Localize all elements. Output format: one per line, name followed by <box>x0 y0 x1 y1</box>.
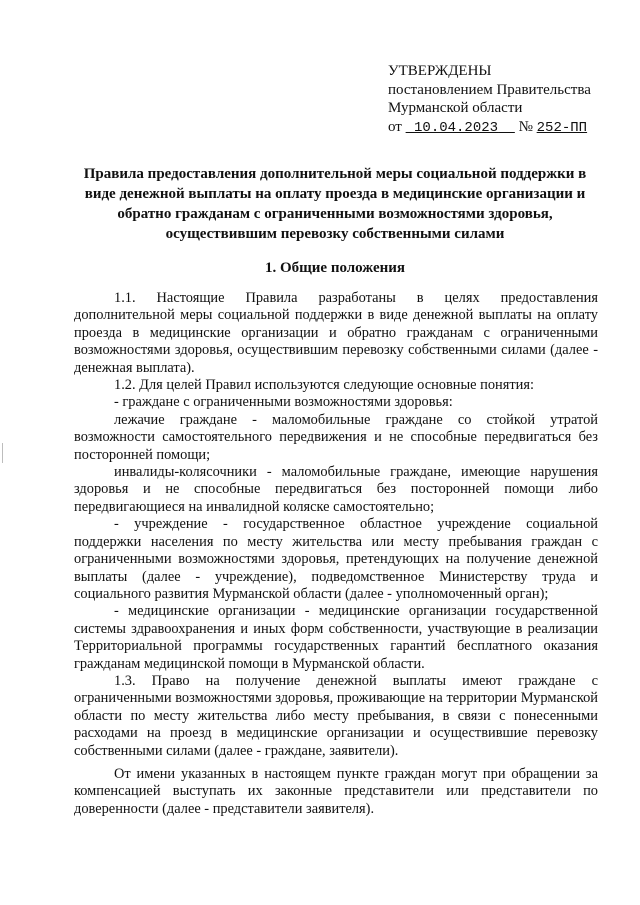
paragraph-1-2: 1.2. Для целей Правил используются следующие основные понятия: <box>114 377 534 394</box>
paragraph-1-3: 1.3. Право на получение денежной выплаты имеют граждане с ограниченными возможностями здоровья, проживающие на территории Мурманской области по месту жительства либо месту пребывания, в связи с понесенными расходами на проезд в медицинские организации и осуществившие перевозку собственными силами (далее - граждане, заявители). <box>74 672 598 759</box>
document-title: Правила предоставления дополнительной меры социальной поддержки в виде денежной выплаты на оплату проезда в медицинские организации и обратно гражданам с ограниченными возможностями здоровья, осуществившим перевозку собственными силами <box>83 166 587 242</box>
paragraph-representatives: От имени указанных в настоящем пункте граждан могут при обращении за компенсацией выступать их законные представители или представители по доверенности (далее - представители заявителя). <box>74 765 598 817</box>
paragraph-definition-citizens: - граждане с ограниченными возможностями здоровья: <box>114 394 453 411</box>
number-prefix: № <box>518 118 533 135</box>
approval-title: УТВЕРЖДЕНЫ <box>388 63 492 79</box>
document-body <box>74 290 598 818</box>
margin-mark <box>2 443 3 463</box>
approval-resolution: постановлением Правительства <box>388 81 591 98</box>
paragraph-definition-medical: - медицинские организации - медицинские организации государственной системы здравоохранения и иных форм собственности, участвующие в реализации Территориальной программы государственных гарантий бесплатного оказания гражданам медицинской помощи в Мурманской области. <box>74 603 598 672</box>
approval-date: 10.04.2023 <box>414 119 499 136</box>
paragraph-definition-wheelchair: инвалиды-колясочники - маломобильные граждане, имеющие нарушения здоровья и не способные передвигаться без посторонней помощи либо передвигающиеся на инвалидной коляске самостоятельно; <box>74 464 598 515</box>
approval-stamp <box>388 62 591 137</box>
approval-region: Мурманской области <box>388 100 523 116</box>
paragraph-1-1: 1.1. Настоящие Правила разработаны в целях предоставления дополнительной меры социальной поддержки в виде денежной выплаты на оплату проезда в медицинские организации и обратно гражданам с ограниченными возможностями здоровья, осуществившим перевозку собственными силами (далее - денежная выплата). <box>74 290 598 376</box>
paragraph-definition-institution: - учреждение - государственное областное учреждение социальной поддержки населения по месту жительства или месту пребывания граждан с ограниченными возможностями здоровья, претендующих на получение денежной выплаты (далее - учреждение), подведомственное Министерству труда и социального развития Мурманской области (далее - уполномоченный орган); <box>74 516 598 602</box>
section-heading: 1. Общие положения <box>264 260 406 276</box>
paragraph-definition-bedridden: лежачие граждане - маломобильные граждане со стойкой утратой возможности самостоятельного передвижения и не способные передвигаться без посторонней помощи; <box>74 411 598 463</box>
approval-date-line <box>388 118 591 138</box>
date-prefix: от <box>388 118 402 135</box>
approval-number: 252-ПП <box>536 119 588 136</box>
